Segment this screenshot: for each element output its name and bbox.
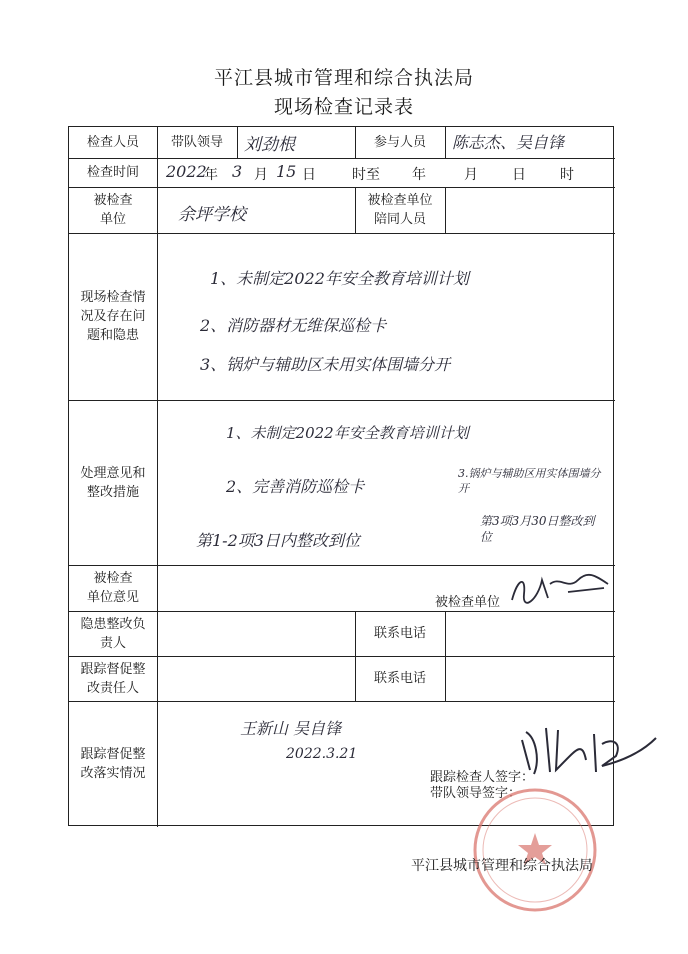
inspected-unit-signature [508, 570, 614, 606]
finding-item-1: 1、未制定2022年安全教育培训计划 [210, 269, 469, 288]
participants-value: 陈志杰、吴自锋 [452, 133, 565, 152]
checker-sign-label: 跟踪检查人签字： [430, 770, 535, 785]
col-divider [445, 187, 446, 233]
time-label: 检查时间 [86, 165, 139, 180]
col-divider [445, 127, 446, 158]
inspected-unit-sign-label: 被检查单位 [435, 595, 501, 610]
finding-item-2: 2、消防器材无维保巡检卡 [200, 316, 387, 335]
end-year-unit: 年 [412, 167, 426, 183]
start-day: 15 [276, 162, 297, 181]
leader-sign-label: 带队领导签字： [430, 786, 522, 801]
inspector-label: 检查人员 [86, 135, 139, 150]
companion-label: 被检查单位 陪同人员 [367, 193, 433, 227]
day-unit: 日 [302, 167, 316, 183]
month-unit: 月 [254, 167, 268, 183]
phone-label-2: 联系电话 [373, 671, 426, 686]
col-divider [445, 611, 446, 701]
leader-value: 刘劲根 [244, 135, 295, 155]
col-divider [157, 127, 158, 827]
tracking-responsible-label: 跟踪督促整 改责任人 [80, 661, 146, 696]
hazard-responsible-label: 隐患整改负 责人 [80, 616, 146, 651]
measure-item-4-note: 第3项3月30日整改到位 [480, 514, 595, 544]
inspected-unit-label: 被检查 单位 [93, 193, 133, 227]
unit-opinion-label: 被检查 单位意见 [86, 571, 139, 605]
leader-label: 带队领导 [170, 135, 223, 150]
tracking-names: 王新山 吴自锋 [240, 719, 342, 738]
end-hour-unit: 时 [560, 167, 574, 183]
end-day-unit: 日 [512, 167, 526, 183]
start-month: 3 [232, 162, 243, 181]
leader-signature [516, 720, 660, 780]
measure-item-3-note: 3.锅炉与辅助区用实体围墙分开 [458, 467, 601, 495]
findings-label: 现场检查情 况及存在问 题和隐患 [80, 290, 146, 343]
footer-organization: 平江县城市管理和综合执法局 [411, 858, 593, 874]
tracking-date: 2022.3.21 [286, 746, 358, 762]
end-month-unit: 月 [464, 167, 478, 183]
measure-item-2: 2、完善消防巡检卡 [226, 477, 365, 496]
title-line-1: 平江县城市管理和综合执法局 [213, 67, 474, 89]
participants-label: 参与人员 [373, 135, 426, 150]
start-year: 2022 [166, 162, 207, 181]
measure-item-4: 第1-2项3日内整改到位 [196, 531, 360, 550]
time-to: 时至 [352, 167, 380, 183]
phone-label-1: 联系电话 [373, 626, 426, 641]
col-divider [237, 127, 238, 158]
measures-label: 处理意见和 整改措施 [80, 465, 146, 500]
tracking-status-label: 跟踪督促整 改落实情况 [80, 747, 146, 781]
year-unit: 年 [204, 167, 218, 183]
title-line-2: 现场检查记录表 [273, 96, 414, 118]
finding-item-3: 3、锅炉与辅助区未用实体围墙分开 [200, 355, 451, 374]
measure-item-1: 1、未制定2022年安全教育培训计划 [226, 424, 469, 442]
official-seal [470, 785, 600, 915]
inspected-unit-value: 余坪学校 [178, 205, 246, 225]
